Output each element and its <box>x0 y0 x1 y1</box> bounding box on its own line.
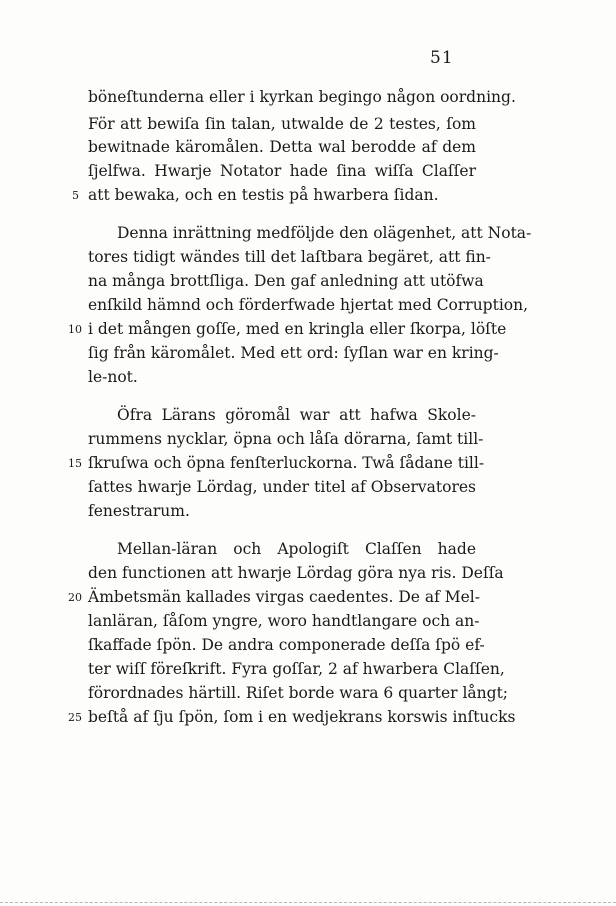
text-line: beſtå af ſju ſpön, ſom i en wedjekrans korswis inſtucks <box>88 708 516 726</box>
text-line: ter wiſſ föreſkrift. Fyra goſſar, 2 af hwarbera Claſſen, <box>88 660 505 678</box>
line-number: 25 <box>68 711 82 724</box>
page-edge-divider <box>0 902 616 904</box>
text-line: förordnades härtill. Riſet borde wara 6 quarter långt; <box>88 684 509 702</box>
text-line: Mellan-läran och Apologiſt Claſſen hade <box>117 540 476 558</box>
text-line: den functionen att hwarje Lördag göra nya ris. Deſſa <box>88 564 504 582</box>
text-line: För att bewiſa ſin talan, utwalde de 2 testes, ſom <box>88 115 476 133</box>
text-line: rummens nycklar, öpna och låſa dörarna, ſamt till- <box>88 430 484 448</box>
text-line: att bewaka, och en testis på hwarbera ſidan. <box>88 186 439 204</box>
text-line: ſattes hwarje Lördag, under titel af Observatores <box>88 478 476 496</box>
line-number: 10 <box>68 323 82 336</box>
text-line: le-not. <box>88 368 138 386</box>
text-line: ſkruſwa och öpna fenſterluckorna. Twå ſådane till- <box>88 454 485 472</box>
text-line: bewitnade käromålen. Detta wal berodde af dem <box>88 138 476 156</box>
text-line: na många brottſliga. Den gaf anledning att utöfwa <box>88 272 484 290</box>
line-number: 15 <box>68 457 82 470</box>
text-line: Öfra Lärans göromål war att hafwa Skole- <box>117 406 476 424</box>
text-line: enſkild hämnd och förderfwade hjertat med Corruption, <box>88 296 529 314</box>
text-line: tores tidigt wändes till det laſtbara begäret, att fin- <box>88 248 491 266</box>
page-number: 51 <box>430 48 454 68</box>
text-line: Ämbetsmän kallades virgas caedentes. De af Mel- <box>88 588 481 606</box>
text-line: Denna inrättning medföljde den olägenhet, att Nota- <box>117 224 532 242</box>
text-line: ſjelfwa. Hwarje Notator hade ſina wiſſa Claſſer <box>88 162 476 180</box>
text-line: ſig från käromålet. Med ett ord: ſyſlan war en kring- <box>88 344 499 362</box>
line-number: 20 <box>68 591 82 604</box>
text-line: lanläran, ſåſom yngre, woro handtlangare och an- <box>88 612 480 630</box>
line-number: 5 <box>72 189 79 202</box>
text-line: i det mången goſſe, med en kringla eller ſkorpa, löſte <box>88 320 507 338</box>
text-line: ſkaffade ſpön. De andra componerade deſſa ſpö ef- <box>88 636 485 654</box>
text-line: fenestrarum. <box>88 502 190 520</box>
text-line: böneſtunderna eller i kyrkan begingo någon oordning. <box>88 88 516 106</box>
